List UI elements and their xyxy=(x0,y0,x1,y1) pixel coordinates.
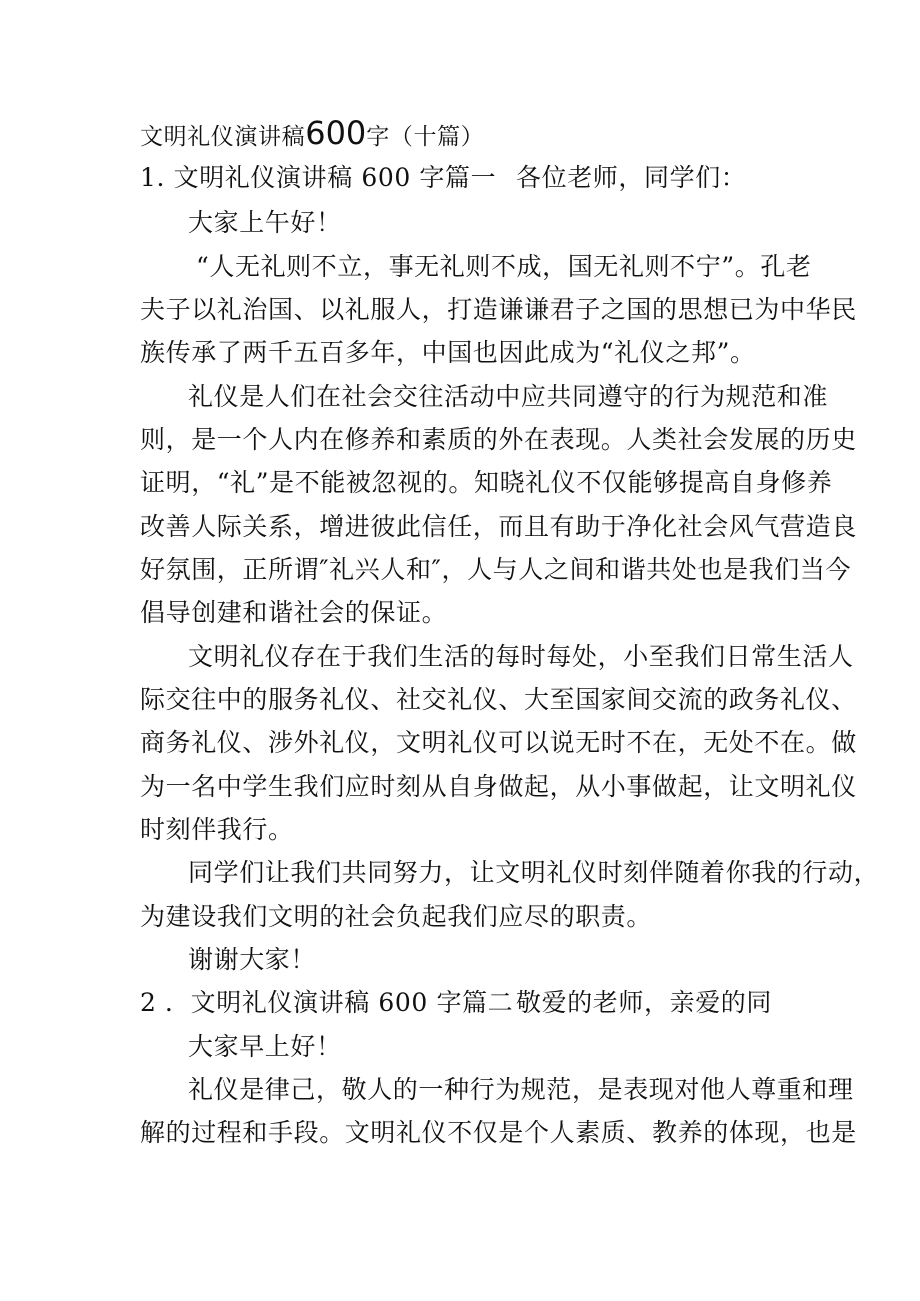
section-2-heading xyxy=(140,986,513,1020)
paragraph-line: 解的过程和手段。文明礼仪不仅是个人素质、教养的体现，也是 xyxy=(140,1118,857,1147)
paragraph-line: 则，是一个人内在修养和素质的外在表现。人类社会发展的历史 xyxy=(140,425,857,454)
section-1-greeting: 大家上午好！ xyxy=(188,208,342,237)
section-1-salutation: 各位老师，同学们： xyxy=(516,163,747,192)
paragraph-line: 改善人际关系，增进彼此信任，而且有助于净化社会风气营造良 xyxy=(140,512,857,541)
paragraph-line: 族传承了两千五百多年，中国也因此成为“礼仪之邦”。 xyxy=(140,338,756,367)
section-2-salutation: 敬爱的老师，亲爱的同 xyxy=(516,988,773,1017)
paragraph-line: 礼仪是人们在社会交往活动中应共同遵守的行为规范和准 xyxy=(188,382,829,411)
paragraph-line: 为建设我们文明的社会负起我们应尽的职责。 xyxy=(140,902,653,931)
paragraph-line: 证明，“礼”是不能被忽视的。知晓礼仪不仅能够提高自身修养 xyxy=(140,468,833,497)
title-text-before: 文明礼仪演讲稿 xyxy=(140,124,306,150)
paragraph-line: 商务礼仪、涉外礼仪，文明礼仪可以说无时不在，无处不在。做 xyxy=(140,728,857,757)
paragraph-line: 为一名中学生我们应时刻从自身做起，从小事做起，让文明礼仪 xyxy=(140,772,857,801)
section-1-closing: 谢谢大家！ xyxy=(188,945,317,974)
paragraph-line: 同学们让我们共同努力，让文明礼仪时刻伴随着你我的行动， xyxy=(188,858,880,887)
paragraph-line: 文明礼仪存在于我们生活的每时每处，小至我们日常生活人 xyxy=(188,642,854,671)
title-number: 600 xyxy=(305,114,367,152)
section-1-heading xyxy=(140,161,496,195)
paragraph-line: 倡导创建和谐社会的保证。 xyxy=(140,598,448,627)
section-2-greeting: 大家早上好！ xyxy=(188,1032,342,1061)
paragraph-line: “人无礼则不立，事无礼则不成，国无礼则不宁”。孔老 xyxy=(196,252,812,281)
title-text-after: 字（十篇） xyxy=(366,124,485,150)
paragraph-line: 时刻伴我行。 xyxy=(140,815,294,844)
paragraph-line: 好氛围，正所谓″礼兴人和″，人与人之间和谐共处也是我们当今 xyxy=(140,555,852,584)
section-2-title: 2 ．文明礼仪演讲稿 600 字篇二 xyxy=(140,988,514,1017)
section-1-title: 1. 文明礼仪演讲稿 600 字篇一 xyxy=(140,163,497,192)
paragraph-line: 礼仪是律己，敬人的一种行为规范，是表现对他人尊重和理 xyxy=(188,1075,854,1104)
document-title xyxy=(140,116,484,154)
paragraph-line: 夫子以礼治国、以礼服人，打造谦谦君子之国的思想已为中华民 xyxy=(140,295,857,324)
paragraph-line: 际交往中的服务礼仪、社交礼仪、大至国家间交流的政务礼仪、 xyxy=(140,685,857,714)
